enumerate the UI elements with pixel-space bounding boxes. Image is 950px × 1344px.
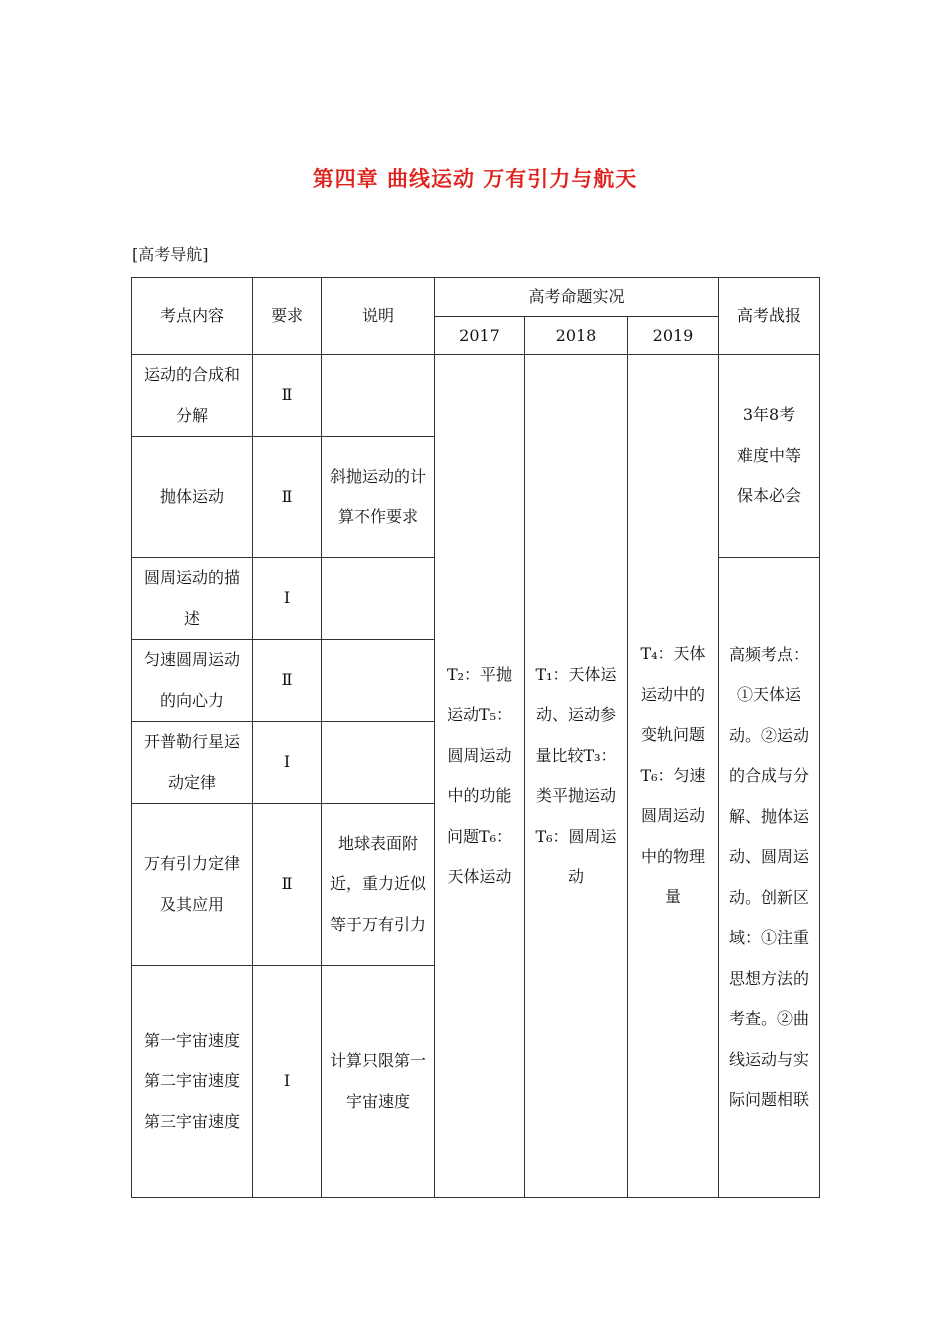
exam-2019-cell: T₄：天体运动中的变轨问题T₆：匀速圆周运动中的物理量 xyxy=(628,355,719,1198)
row-topic-line: 第一宇宙速度 xyxy=(143,1030,240,1050)
report-details: 高频考点：①天体运动。②运动的合成与分解、抛体运动、圆周运动。创新区域：①注重思想方法的考查。②曲线运动与实际问题相联 xyxy=(719,558,820,1198)
header-requirement: 要求 xyxy=(253,278,322,355)
exam-2017-cell: T₂：平抛运动T₅：圆周运动中的功能问题T₆：天体运动 xyxy=(435,355,525,1198)
header-2017: 2017 xyxy=(435,317,525,355)
row-requirement: Ⅰ xyxy=(253,722,322,804)
header-report: 高考战报 xyxy=(719,278,820,355)
header-2018: 2018 xyxy=(525,317,628,355)
row-topic-line: 第二宇宙速度 xyxy=(143,1071,240,1091)
row-topic xyxy=(132,966,253,1198)
row-requirement: Ⅰ xyxy=(253,966,322,1198)
row-note: 计算只限第一宇宙速度 xyxy=(322,966,435,1198)
row-topic: 运动的合成和分解 xyxy=(132,355,253,437)
row-topic-line: 第三宇宙速度 xyxy=(143,1111,240,1131)
chapter-title: 第四章 曲线运动 万有引力与航天 xyxy=(312,167,638,191)
header-row xyxy=(132,278,820,317)
row-note xyxy=(322,722,435,804)
row-topic: 开普勒行星运动定律 xyxy=(132,722,253,804)
exam-2018-cell: T₁：天体运动、运动参量比较T₃：类平抛运动T₆：圆周运动 xyxy=(525,355,628,1198)
row-requirement: Ⅱ xyxy=(253,640,322,722)
report-summary: 3年8考难度中等保本必会 xyxy=(719,355,820,558)
row-topic: 万有引力定律及其应用 xyxy=(132,804,253,966)
row-note xyxy=(322,640,435,722)
row-note xyxy=(322,355,435,437)
header-exam: 高考命题实况 xyxy=(435,278,719,317)
row-topic: 圆周运动的描述 xyxy=(132,558,253,640)
row-requirement: Ⅱ xyxy=(253,804,322,966)
row-note: 地球表面附近，重力近似等于万有引力 xyxy=(322,804,435,966)
header-topic: 考点内容 xyxy=(132,278,253,355)
row-requirement: Ⅱ xyxy=(253,437,322,558)
header-2019: 2019 xyxy=(628,317,719,355)
exam-guide-table xyxy=(131,277,820,1198)
row-note xyxy=(322,558,435,640)
row-topic: 抛体运动 xyxy=(132,437,253,558)
row-topic: 匀速圆周运动的向心力 xyxy=(132,640,253,722)
row-note: 斜抛运动的计算不作要求 xyxy=(322,437,435,558)
section-label: [高考导航] xyxy=(132,245,209,264)
table-row xyxy=(132,355,820,437)
header-note: 说明 xyxy=(322,278,435,355)
row-requirement: Ⅱ xyxy=(253,355,322,437)
row-requirement: Ⅰ xyxy=(253,558,322,640)
